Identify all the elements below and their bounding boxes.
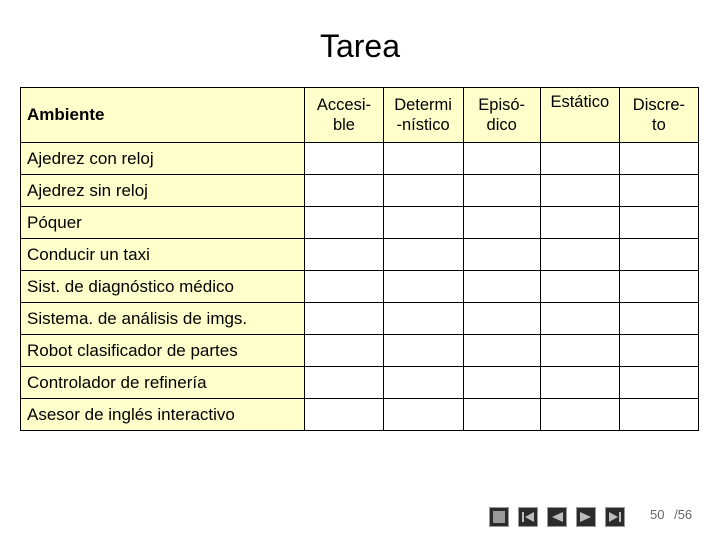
- table-cell: [305, 303, 383, 335]
- table-cell: [383, 239, 463, 271]
- column-header-line1: Episó-: [478, 96, 526, 114]
- row-label-text: Asesor de inglés interactivo: [27, 404, 235, 424]
- table-row: [21, 367, 699, 399]
- row-environment-label: [21, 271, 305, 303]
- table-row: [21, 303, 699, 335]
- table-cell: [463, 399, 540, 431]
- table-cell: [305, 335, 383, 367]
- table-cell: [540, 175, 619, 207]
- table-cell: [463, 143, 540, 175]
- table-cell: [305, 399, 383, 431]
- next-slide-icon[interactable]: [576, 507, 596, 527]
- row-label-text: Sist. de diagnóstico médico: [27, 276, 234, 296]
- column-header-episodico: [463, 88, 540, 143]
- table-cell: [383, 399, 463, 431]
- column-header-estatico: [540, 88, 619, 143]
- column-header-discreto: [619, 88, 698, 143]
- table-row: [21, 271, 699, 303]
- slide-title: Tarea: [319, 28, 401, 64]
- table-cell: [383, 175, 463, 207]
- column-header-line1: Estático: [550, 93, 610, 111]
- row-environment-label: [21, 335, 305, 367]
- table-cell: [463, 335, 540, 367]
- ambiente-header: Ambiente: [21, 88, 305, 143]
- row-environment-label: [21, 239, 305, 271]
- table-cell: [540, 367, 619, 399]
- table-cell: [463, 271, 540, 303]
- table-cell: [305, 239, 383, 271]
- table-cell: [305, 175, 383, 207]
- table-row: [21, 399, 699, 431]
- row-environment-label: [21, 207, 305, 239]
- table-cell: [619, 335, 698, 367]
- table-row: [21, 207, 699, 239]
- column-header-line1: Determi: [394, 96, 452, 114]
- column-header-line2: ble: [332, 116, 355, 134]
- page-current: 50: [650, 507, 665, 522]
- table-cell: [463, 207, 540, 239]
- table-cell: [540, 239, 619, 271]
- table-cell: [463, 367, 540, 399]
- row-environment-label: [21, 143, 305, 175]
- table-cell: [540, 335, 619, 367]
- table-cell: [463, 175, 540, 207]
- table-cell: [619, 367, 698, 399]
- table-cell: [619, 239, 698, 271]
- row-label-text: Conducir un taxi: [27, 244, 150, 264]
- table-row: [21, 175, 699, 207]
- table-cell: [305, 367, 383, 399]
- row-label-text: Póquer: [27, 212, 82, 232]
- table-cell: [540, 207, 619, 239]
- table-cell: [463, 239, 540, 271]
- table-cell: [383, 207, 463, 239]
- table-cell: [619, 271, 698, 303]
- row-environment-label: [21, 367, 305, 399]
- slide-navigation: [489, 507, 625, 527]
- row-label-text: Ajedrez con reloj: [27, 148, 154, 168]
- table-row: [21, 143, 699, 175]
- row-label-text: Sistema. de análisis de imgs.: [27, 308, 248, 328]
- overview-icon[interactable]: [489, 507, 509, 527]
- table-row: [21, 335, 699, 367]
- column-header-deterministico: [383, 88, 463, 143]
- page-total: /56: [674, 507, 693, 522]
- column-header-line2: to: [652, 116, 666, 134]
- table-header-row: [21, 88, 699, 143]
- page-counter: [650, 507, 692, 522]
- table-cell: [305, 271, 383, 303]
- table-cell: [383, 303, 463, 335]
- table-cell: [540, 303, 619, 335]
- first-slide-icon[interactable]: [518, 507, 538, 527]
- column-header-line2: -nístico: [396, 116, 450, 134]
- row-label-text: Ajedrez sin reloj: [27, 180, 148, 200]
- column-header-line2: dico: [486, 116, 517, 134]
- last-slide-icon[interactable]: [605, 507, 625, 527]
- table-cell: [383, 335, 463, 367]
- table-cell: [305, 143, 383, 175]
- table-cell: [463, 303, 540, 335]
- table-cell: [383, 271, 463, 303]
- table-cell: [540, 143, 619, 175]
- table-cell: [540, 271, 619, 303]
- table-cell: [619, 303, 698, 335]
- table-cell: [383, 143, 463, 175]
- column-header-line1: Discre-: [632, 96, 686, 114]
- row-label-text: Robot clasificador de partes: [27, 340, 238, 360]
- table-cell: [383, 367, 463, 399]
- environment-task-table: [20, 87, 699, 431]
- table-cell: [619, 207, 698, 239]
- table-cell: [619, 175, 698, 207]
- previous-slide-icon[interactable]: [547, 507, 567, 527]
- column-header-line1: Accesi-: [316, 96, 371, 114]
- table-cell: [619, 143, 698, 175]
- row-environment-label: [21, 175, 305, 207]
- table-cell: [619, 399, 698, 431]
- table-row: [21, 239, 699, 271]
- table-cell: [540, 399, 619, 431]
- row-environment-label: [21, 399, 305, 431]
- row-environment-label: [21, 303, 305, 335]
- row-label-text: Controlador de refinería: [27, 372, 207, 392]
- table-cell: [305, 207, 383, 239]
- column-header-accesible: [305, 88, 383, 143]
